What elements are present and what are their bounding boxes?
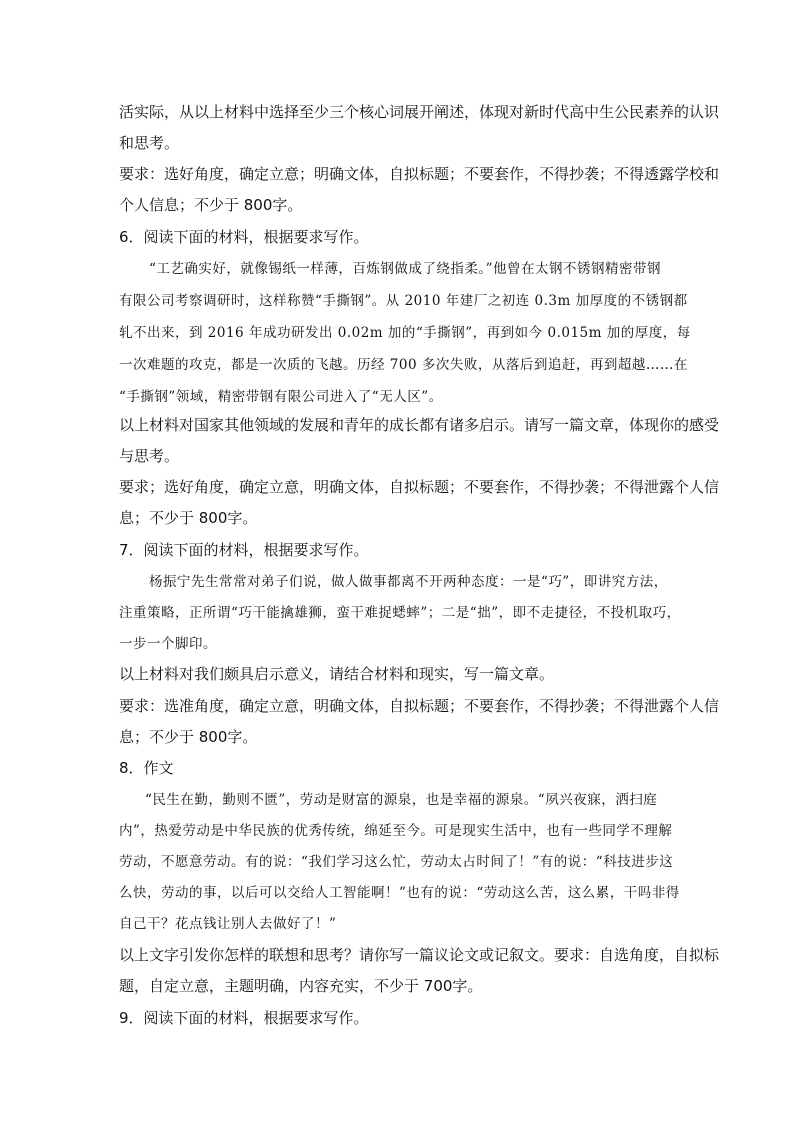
- material-line: “工艺确实好，就像锡纸一样薄，百炼钢做成了绕指柔。”他曾在太钢不锈钢精密带钢: [149, 261, 662, 277]
- material-line: 一次难题的攻克，都是一次质的飞越。历经 700 多次失败，从落后到追赶，再到超越……在: [119, 357, 688, 373]
- material-line: 有限公司考察调研时，这样称赞“手撕钢”。从 2010 年建厂之初连 0.3m 加厚度的不锈钢都: [119, 293, 688, 309]
- question-heading-9: 9．阅读下面的材料，根据要求写作。: [119, 1009, 369, 1027]
- material-line: 劳动，不愿意劳动。有的说：“我们学习这么忙，劳动太占时间了！”有的说：“科技进步这: [119, 854, 674, 870]
- material-line: “手撕钢”领域，精密带钢有限公司进入了“无人区”。: [119, 389, 443, 405]
- material-line: 注重策略，正所谓“巧干能擒雄狮，蛮干难捉蟋蟀”；二是“拙”，即不走捷径，不投机取巧，: [119, 605, 681, 621]
- prompt-line: 题，自定立意，主题明确，内容充实，不少于 700字。: [119, 977, 483, 995]
- question-heading-6: 6．阅读下面的材料，根据要求写作。: [119, 228, 369, 246]
- material-line: 一步一个脚印。: [119, 636, 217, 652]
- question-heading-8: 8．作文: [119, 759, 174, 777]
- prompt-line: 以上材料对我们颇具启示意义，请结合材料和现实，写一篇文章。: [119, 665, 555, 683]
- requirements-line: 要求；选好角度，确定立意，明确文体，自拟标题；不要套作，不得抄袭；不得泄露个人信: [119, 478, 720, 496]
- material-line: 杨振宁先生常常对弟子们说，做人做事都离不开两种态度：一是“巧”，即讲究方法，: [149, 574, 668, 590]
- requirements-line: 息；不少于 800字。: [119, 509, 258, 527]
- prompt-line: 以上文字引发你怎样的联想和思考？请你写一篇议论文或记叙文。要求：自选角度，自拟标: [119, 946, 720, 964]
- text-line: 活实际，从以上材料中选择至少三个核心词展开阐述，体现对新时代高中生公民素养的认识: [119, 103, 720, 121]
- material-line: 么快，劳动的事，以后可以交给人工智能啊！”也有的说：“劳动这么苦，这么累，干吗非得: [119, 885, 680, 901]
- material-line: 内”，热爱劳动是中华民族的优秀传统，绵延至今。可是现实生活中，也有一些同学不理解: [119, 823, 673, 839]
- material-line: 轧不出来，到 2016 年成功研发出 0.02m 加的“手撕钢”，再到如今 0.015m 加的厚度，每: [119, 325, 691, 341]
- question-heading-7: 7．阅读下面的材料，根据要求写作。: [119, 541, 369, 559]
- requirements-line: 要求：选准角度，确定立意，明确文体，自拟标题；不要套作，不得抄袭；不得泄露个人信: [119, 697, 720, 715]
- prompt-line: 与思考。: [119, 447, 180, 465]
- material-line: 自己干？花点钱让别人去做好了！”: [119, 916, 337, 932]
- requirements-line: 息；不少于 800字。: [119, 728, 258, 746]
- material-line: “民生在勤，勤则不匮”，劳动是财富的源泉，也是幸福的源泉。“夙兴夜寐，洒扫庭: [145, 792, 658, 808]
- prompt-line: 以上材料对国家其他领域的发展和青年的成长都有诸多启示。请写一篇文章，体现你的感受: [119, 416, 720, 434]
- text-line: 和思考。: [119, 134, 180, 152]
- requirements-line: 要求：选好角度，确定立意；明确文体，自拟标题；不要套作，不得抄袭；不得透露学校和: [119, 165, 720, 183]
- requirements-line: 个人信息；不少于 800字。: [119, 196, 303, 214]
